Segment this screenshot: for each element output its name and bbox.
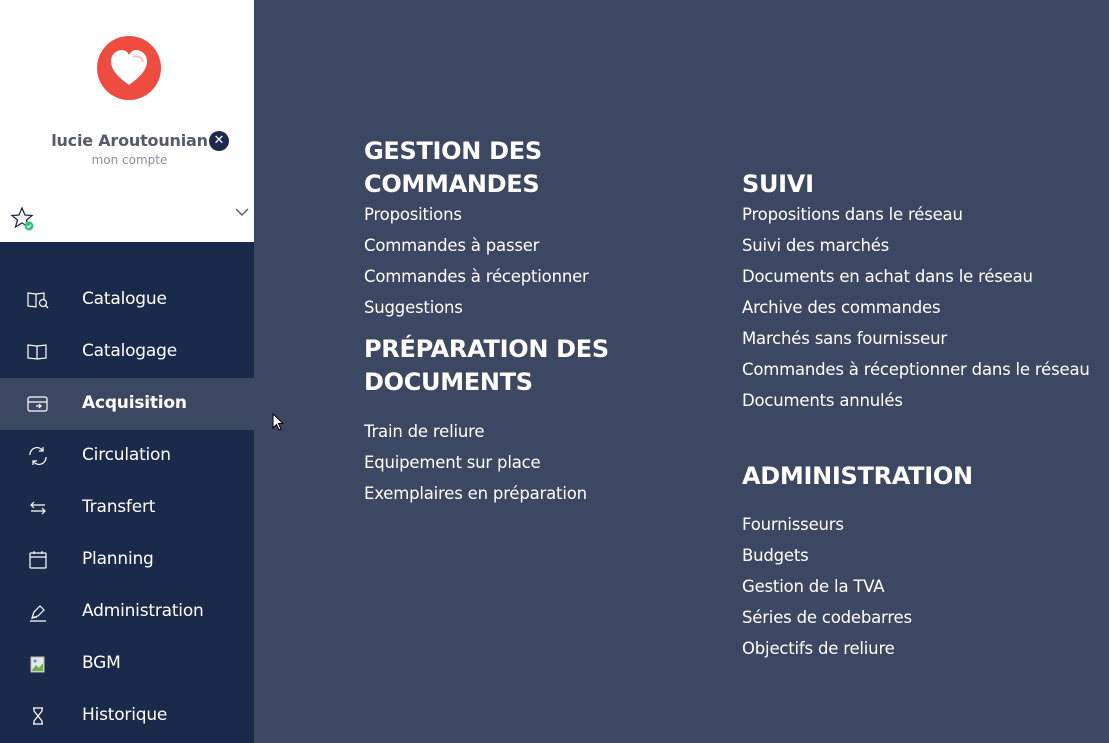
user-name[interactable]: lucie Aroutounian [51, 131, 208, 150]
menu-link[interactable]: Propositions dans le réseau [742, 205, 963, 224]
menu-link[interactable]: Suggestions [364, 298, 463, 317]
book-search-icon [26, 290, 50, 310]
heart-avatar-icon[interactable] [93, 35, 166, 101]
nav-item-bgm[interactable] [0, 638, 254, 690]
chevron-down-icon[interactable] [234, 204, 250, 220]
nav-item-catalogage[interactable] [0, 326, 254, 378]
account-link[interactable]: mon compte [91, 153, 168, 167]
pen-icon [26, 602, 50, 622]
open-book-icon [26, 342, 50, 362]
menu-link[interactable]: Objectifs de reliure [742, 639, 895, 658]
menu-link[interactable]: Commandes à réceptionner dans le réseau [742, 360, 1090, 379]
nav-label: Transfert [82, 497, 156, 517]
close-icon[interactable]: ✕ [209, 131, 229, 151]
nav-label: Catalogage [82, 341, 177, 361]
nav-item-planning[interactable] [0, 534, 254, 586]
menu-link[interactable]: Gestion de la TVA [742, 577, 885, 596]
nav-label: Administration [82, 601, 204, 621]
nav-item-transfert[interactable] [0, 482, 254, 534]
menu-link[interactable]: Suivi des marchés [742, 236, 890, 255]
nav-item-acquisition[interactable] [0, 378, 254, 430]
nav-item-historique[interactable] [0, 690, 254, 742]
section-title-administration: ADMINISTRATION [742, 462, 973, 490]
menu-link[interactable]: Documents en achat dans le réseau [742, 267, 1033, 286]
nav-label: BGM [82, 653, 121, 673]
nav-item-circulation[interactable] [0, 430, 254, 482]
section-title-preparation: PRÉPARATION DES DOCUMENTS [364, 335, 609, 396]
inbox-icon [26, 394, 50, 414]
nav-item-catalogue[interactable] [0, 274, 254, 326]
menu-link[interactable]: Séries de codebarres [742, 608, 912, 627]
menu-link[interactable]: Equipement sur place [364, 453, 541, 472]
star-icon[interactable] [10, 206, 36, 232]
menu-link[interactable]: Commandes à réceptionner [364, 267, 589, 286]
menu-link[interactable]: Propositions [364, 205, 462, 224]
broken-image-icon [26, 654, 50, 674]
mouse-cursor-icon [272, 413, 286, 433]
sidebar [0, 0, 254, 743]
section-title-suivi: SUIVI [742, 170, 814, 198]
nav-label: Acquisition [82, 393, 187, 413]
nav-item-administration[interactable] [0, 586, 254, 638]
menu-link[interactable]: Exemplaires en préparation [364, 484, 587, 503]
menu-link[interactable]: Marchés sans fournisseur [742, 329, 947, 348]
nav-label: Circulation [82, 445, 171, 465]
menu-link[interactable]: Budgets [742, 546, 809, 565]
main-nav [0, 274, 254, 742]
menu-link[interactable]: Fournisseurs [742, 515, 844, 534]
nav-label: Planning [82, 549, 154, 569]
calendar-icon [26, 550, 50, 570]
menu-link[interactable]: Commandes à passer [364, 236, 540, 255]
section-title-gestion: GESTION DES COMMANDES [364, 137, 542, 198]
menu-link[interactable]: Archive des commandes [742, 298, 941, 317]
hourglass-icon [26, 706, 50, 726]
menu-link[interactable]: Train de reliure [364, 422, 485, 441]
nav-label: Historique [82, 705, 168, 725]
refresh-icon [26, 446, 50, 466]
menu-link[interactable]: Documents annulés [742, 391, 903, 410]
nav-label: Catalogue [82, 289, 167, 309]
swap-arrows-icon [26, 498, 50, 518]
profile-panel [0, 0, 254, 242]
